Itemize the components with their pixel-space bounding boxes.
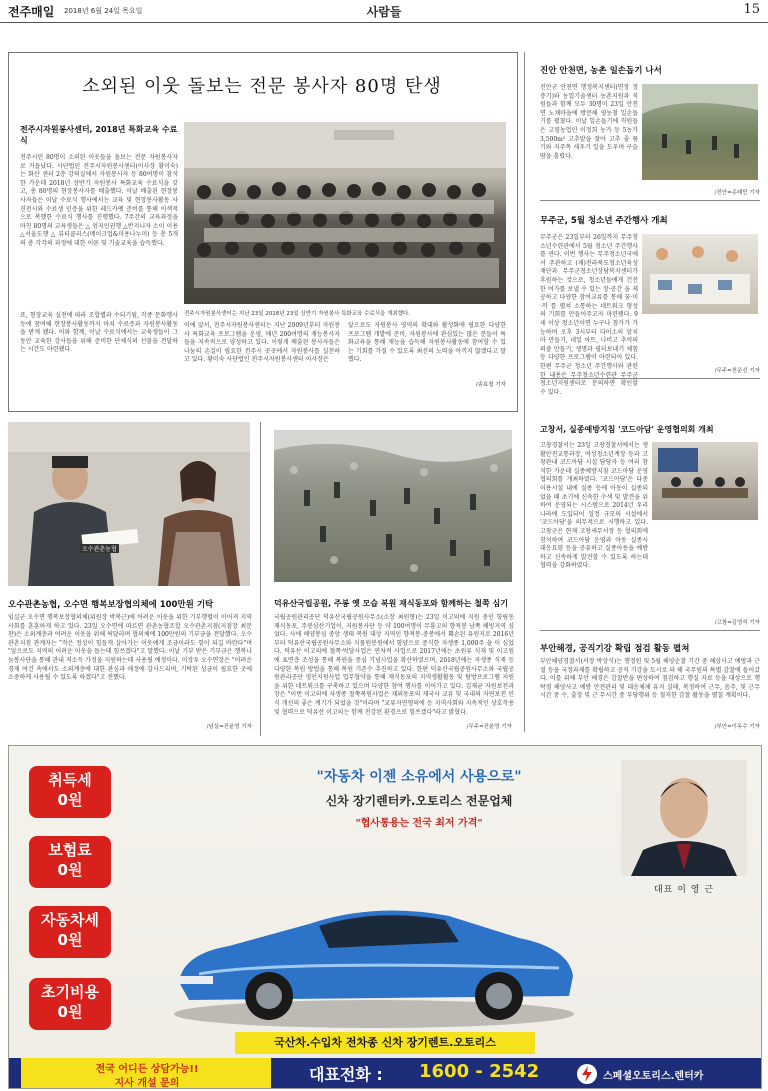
forest-title: 덕유산국립공원, 주봉 옛 모습 복원 재식동포와 함께하는 철쭉 심기 [274, 599, 508, 608]
ceo-photo [621, 760, 747, 876]
side2-title: 무주군, 5월 청소년 주간행사 개최 [540, 216, 668, 226]
forest-body: 국립공원관리공단 덕유산국립공원사무소(소장 최원형)는 23일 이고의에 지원 중인 항림동 재식동포, 주봉삼산기업이, 지원봉사단 등 약 100여명이 무룡고의 향적봉 남쪽 해빙지역 심었다. 사에 해양봉심 중앙 생태 복원 대상 지역인 향적봉-중봉에서 훼손된 유원지로 2016년부터 덕유산국립공원사무소와 식물원봉원에서 함양으로 중식한 자생종 1,000주 을 이 심었다. 덕유산 이고의에 철쭉·박달사업은 연차적 사업으로 2017년에는 초원류 식재 및 이고원에 표면층 조성을 통해 복원을 중심 기념사업을 확산하였으며, 2018년에는 자생종 식재 등 다양한 복원 방법을 통해 복원 기존수 추진하고 있다. 한편 덕유산국립공원사무소와 국립공원관리공단 영인지원사업 업무협약을 통해 재식동포의 지역생활활동 및 탐방프로그램 지원을 위한 네트워크를 구축하고 있으며 다양한 참여 행사를 이어가고 있다. 김재균 자원보전과장은 "이번 이고의에 자생종 철쭉복원사업은 재외동포의 재국사 교류 및 국내의 자연보전 인식 개선의 좋은 계기가 되었을 것"이라며 "교류자연형의에 등 지역사회와 지속적인 상호작용 및 협력으로 덕유산 이고의는 함께 전강된 환경으로 힘쓰겠다"라고 밝혔다. [274, 614, 514, 716]
bank-photo-sign: 오수관촌농협 [82, 546, 117, 553]
ad-slogan: "자동차 이젠 소유에서 사용으로" [316, 769, 522, 785]
ad-consult: 전국 어디든 상담가능!! [95, 1064, 199, 1075]
page-number: 15 [743, 2, 760, 17]
side3-photo [652, 442, 758, 520]
side1-photo [642, 84, 758, 180]
main-headline: 소외된 이웃 돌보는 전문 봉사자 80명 탄생 [82, 76, 442, 97]
bank-byline: /임실=진윤영 기자 [206, 724, 252, 730]
main-byline: /송효철 기자 [475, 382, 506, 388]
issue-date: 2018년 6월 24일 목요일 [64, 7, 143, 15]
side3-body: 고창경찰서는 23일 고창경찰서에서는 생활안전교통과장, 여성청소년계장 등과 고창관내 코드아담 시설 담당자 등 여러 참석한 가운데 실종예방지침 코드아담 운영협의회를 개최하였다. '코드아담'은 다중이용시설 내에 실종 등에 아동이 실종되었을 때 초기에 신속한 수색 및 발견을 위하여 운영되는 시스템으로 2014년 우리나라에 도입되어 일정 규모의 시설에서 '코드아담'을 의무적으로 시행하고 있다. 고창군은 현재 고창세무서장 등 협의회에 참석하여 코드아담 운영과 아동 실종시 대응요령 등을 공유하고 실종아동을 예방하고 신속하게 발견할 수 있도록 하는데 협력을 강화하였다. [540, 442, 648, 570]
main-body-col2: 이에 앞서, 전주시자원봉사센터는 지난 2009년부터 자원봉사 특화교육 프로그램을 운영, 매년 200여명의 재능봉사자들을 지속적으로 양성하고 있다. 이렇게 배출된 봉사자들은 나눔의 손길이 필요한 전주시 곳곳에서 자원봉사를 실천하고 있다. 황미숙 사단법인 전주시자원봉사센터 이사장은 [184, 322, 340, 364]
ad-phone: 1600 - 2542 [419, 1061, 540, 1082]
group-photo [184, 122, 506, 304]
forest-byline: /무주=진윤영 기자 [466, 724, 512, 730]
side3-meeting-illustration [652, 442, 758, 520]
planting-illustration [274, 430, 512, 582]
donation-illustration [8, 422, 250, 586]
ad-lowest-price: "협사통용는 전국 최저 가격" [355, 818, 483, 829]
ad-brand-icon [577, 1064, 597, 1084]
donation-photo [8, 422, 250, 586]
ceo-portrait [621, 760, 747, 876]
advertisement [8, 745, 762, 1089]
side-rule-2 [540, 378, 760, 379]
main-body-col3: 앞으로도 자원봉사 영역의 확대와 활성화에 필요한 다양한 프로그램 개발에 준비, 자원봉사에 관심있는 많은 분들이 특화교육을 통해 재능을 습득해 자원봉사활동에 참여할 수 있는 기회를 가질 수 있도록 최선의 노력을 아끼지 않겠다고 말했다. [348, 322, 506, 364]
newspaper-logo: 전주매일 [8, 5, 55, 19]
main-body-col1: 전주시민 80명이 소외된 이웃들을 돌보는 전문 자원봉사자로 거듭났다. 사단법인 전주시자원봉사센터(이사장 황미숙)는 화산 센터 2층 강의실에서 자원봉사자 등 80여명이 참석한 가운데 2018년 상반기 자원봉사 특화교육 수료식을 갖고, 총 80명의 현장봉사자를 배출했다. 이날 배출된 현장봉사자들은 이날 수료식 행사에서는 교육 및 현장봉사활동 사진전시와 수료생 인증을 위한 레드카펫 준비를 통해 이색적으로 복했한 수료식 행사를 진행했다. 7주간의 교육과정을 마친 80명의 교육생들은 △ 엄지인권행 △반지니자 소이 이용 △서울도행 △ 뷰티클리스(메이크업&미용나누미) 등 총 5개의 총 각각의 과정에 대한 이론 및 기술교육을 습득했다. [20, 154, 178, 247]
side1-body: 진안군 안천면 행정복지센터(면장 정충기)와 농업기술센터 농촌지원과 직원들과 함께 모두 30명이 23일 안천면 노채마을에 방문해 영농철 일손돕기를 펼쳤다. 이날 일손돕기에 직원들은 고령농업인 이정희 농가 등 5농가 3,500m² 고추밭을 찾아 고추 줄 묶기와 지주목 세우기 일을 도우며 구슬땀을 흘렸다. [540, 84, 638, 160]
ad-company-line: 신차 장기렌터카.오토리스 전문업체 [325, 794, 513, 808]
side-rule-1 [540, 200, 760, 201]
ad-pill-initial-cost: 초기비용 0원 [29, 978, 111, 1030]
main-body-col1b: 또, 현장교육 실천에 따라 조합별과 수되기됨, 각종 문화행사 등에 참여해 현장봉사활동까지 마쳐 수료증과 자원봉사활동을 받게 됐다. 이와 함께, 이날 수료식에서는 교육생들이 그동안 교육한 강사들을 위해 준비한 단체식의 선물을 전달하는 시간도 마련됐다. [20, 312, 178, 354]
car-illustration [159, 864, 589, 1034]
bank-body: 임실군 오수면 행복보장협의체(위원장 박복근)에 어려운 이웃을 위한 기부행렬이 이어져 지역사회를 훈훈하게 하고 있다. 23일 오수면에 따르면 관촌농협조합 오수관촌지점(지점장 최문찬)은 소외계층과 어려운 이웃을 위해 써달라며 협의체에 100만원의 기부금을 전달했다. 오수관촌지점 관계자는 "작은 정성이 힘들게 살아가는 이웃에게 조금이라도 힘이 되길 바란다"며 "앞으로도 지역의 어려운 이웃을 돕는데 힘쓰겠다"고 말했다. 이날 기부 받은 기부금은 행복나눔봉사단을 통해 관내 저소득 가정을 지원하는데 사용될 예정이다. 이장우 오수면장은 "어려운 경제 여건 속에서도 소외계층에 대한 관심과 애정에 감사드리며, 기탁된 성금이 필요한 곳에 소중하게 사용될 수 있도록 하겠다"고 전했다. [8, 614, 252, 682]
ad-brand: 스페셜오토리스.렌터카 [603, 1071, 704, 1082]
ad-branch: 지사 개설 문의 [114, 1078, 180, 1089]
ad-pill-insurance: 보험료 0원 [29, 836, 111, 888]
side3-title: 고창서, 실종예방지침 '코드아담' 운영협의회 개최 [540, 425, 714, 434]
ad-pill-acquisition-tax: 취득세 0원 [29, 766, 111, 818]
ad-phone-label: 대표전화 : [309, 1065, 383, 1084]
planting-photo [274, 430, 512, 582]
side2-body: 무주군은 23일부터 26일까지 무주청소년수련관에서 5월 청소년 주간행사를 연다. 이번 행사는 무주청소년국에서 주관하고 (재)전라북도청소년육성재단과 무주군청소년상담복지센터가 후원하는 것으로, 청소년들에게 건전한 여가를 보낼 수 있는 장·공간 을 제공하고 다양한 참여교류를 통해 꿈·미·끼 를 펼쳐 소통하는 네트워크 형성의 기회를 만들어주고자 마련됐다. 9세 이상 청소년이면 누구나 참가가 가능하며 오후 3시부터 다이소의 앞치마 만들기, 네일 아트, 나비고 추억의 퍼즐 만들기, 생명과 필터보내기 체험 등 다양한 프로그램이 마련되어 있다. 한편 무주군 청소년 주간행사와 관련한 내용은 무주청소년수련관 무주군청소년지원센터로 문의하면 확인할 수 있다. [540, 234, 638, 396]
side2-byline: /무주=천운선 기자 [714, 368, 760, 374]
side1-byline: /진안=유태민 기자 [714, 190, 760, 196]
right-column-divider [524, 52, 525, 732]
side4-body: 부안해양경찰서(서장 박상식)는 행정원 및 5월 해양순찰 기간 중 해상사고 예방과 근절 등을 국정과제를 확립하고 공직 기강을 도시로 파 해 국무원의 특별 감찰에 들어갔다. 이를 위해 부안 해경은 감찰반을 편성하여 점검하고 행실 자료 등을 대상으로 행락철 해양사고 예방 안전관리 및 대응체제 유지 실태, 복정하여 근무, 음주, 및 근무 시간 중 수, 출장 및 근 무시간 중 부당행위 등 철저한 감찰 활동을 펼칠 계획이다. [540, 658, 760, 700]
column-divider [260, 422, 261, 736]
page-header [0, 0, 768, 23]
lightning-icon [577, 1064, 597, 1084]
side2-photo [642, 234, 758, 314]
ad-pill-car-tax: 자동차세 0원 [29, 906, 111, 958]
main-photo-caption: 전주시자원봉사센터는 지난 23일 2018년 23일 상반기 자원봉사 특화교육 수료식을 개최했다. [184, 311, 411, 317]
side4-byline: /부안=이옥수 기자 [714, 724, 760, 730]
side1-title: 진안 안천면, 농촌 일손돕기 나서 [540, 66, 662, 76]
side-rule-3 [540, 630, 760, 631]
group-photo-figures [184, 122, 506, 304]
main-subhead: 전주시자원봉사센터, 2018년 특화교육 수료식 [20, 125, 178, 145]
side3-byline: /고창=김영석 기자 [714, 620, 760, 626]
side4-title: 부안해경, 공직기강 확립 점검 활동 펼쳐 [540, 644, 690, 654]
ceo-label: 대표 이 영 근 [653, 885, 715, 895]
side1-field-illustration [642, 84, 758, 180]
ad-banner: 국산차.수입차 전차종 신차 장기렌트.오토리스 [235, 1032, 535, 1054]
bank-title: 오수관촌농협, 오수면 행복보장협의체에 100만원 기탁 [8, 600, 214, 610]
section-title: 사람들 [366, 5, 402, 19]
side2-craft-illustration [642, 234, 758, 314]
